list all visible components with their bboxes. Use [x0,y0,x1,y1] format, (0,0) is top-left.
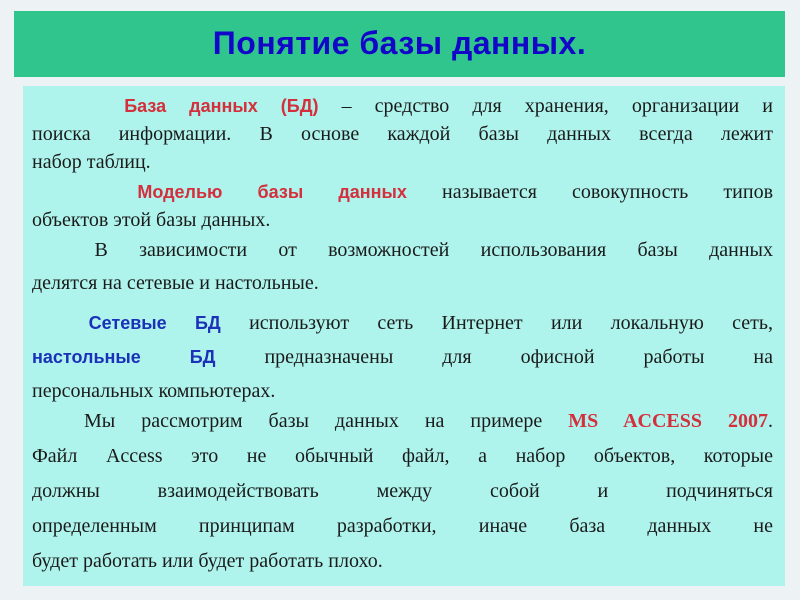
term-db-model: Моделью базы данных [137,182,407,202]
text-fragment: В зависимости от возможностей использования базы данных [94,239,773,261]
text-line [32,92,773,120]
text-line [32,178,773,206]
text-line: должны взаимодействовать между собой и подчиняться [32,480,773,502]
paragraph-db-kinds [32,234,773,300]
term-database: База данных (БД) [124,96,319,116]
text-line [32,234,773,267]
slide-title: Понятие базы данных. [212,24,587,61]
text-fragment: Мы рассмотрим базы данных на примере [83,410,543,432]
title-bar [14,11,785,77]
text-line: поиска информации. В основе каждой базы данных всегда лежит [32,123,773,145]
text-line [32,404,773,439]
text-line: будет работать или будет работать плохо. [32,550,383,572]
text-fragment: называется совокупность типов [442,181,774,203]
text-fragment: предназначены для офисной работы на [264,346,773,368]
term-desktop-db: настольные БД [32,347,216,367]
text-line: персональных компьютерах. [32,380,276,402]
text-fragment: – средство для хранения, организации и [341,95,774,117]
text-fragment: используют сеть Интернет или локальную сеть, [249,312,774,334]
text-fragment: . [768,410,774,432]
ms-access-highlight: MS ACCESS 2007 [568,410,769,432]
text-line: Файл Access это не обычный файл, а набор объектов, которые [32,445,773,467]
text-line: объектов этой базы данных. [32,209,271,231]
text-line: делятся на сетевые и настольные. [32,272,319,294]
text-line: набор таблиц. [32,151,151,173]
paragraph-db-network-desktop [32,306,773,408]
text-line [32,306,773,340]
paragraph-ms-access [32,404,773,579]
paragraph-db-definition [32,92,773,176]
content-panel [23,86,785,586]
text-line: определенным принципам разработки, иначе база данных не [32,515,773,537]
term-network-db: Сетевые БД [88,313,221,333]
paragraph-db-model [32,178,773,234]
text-line [32,340,773,374]
